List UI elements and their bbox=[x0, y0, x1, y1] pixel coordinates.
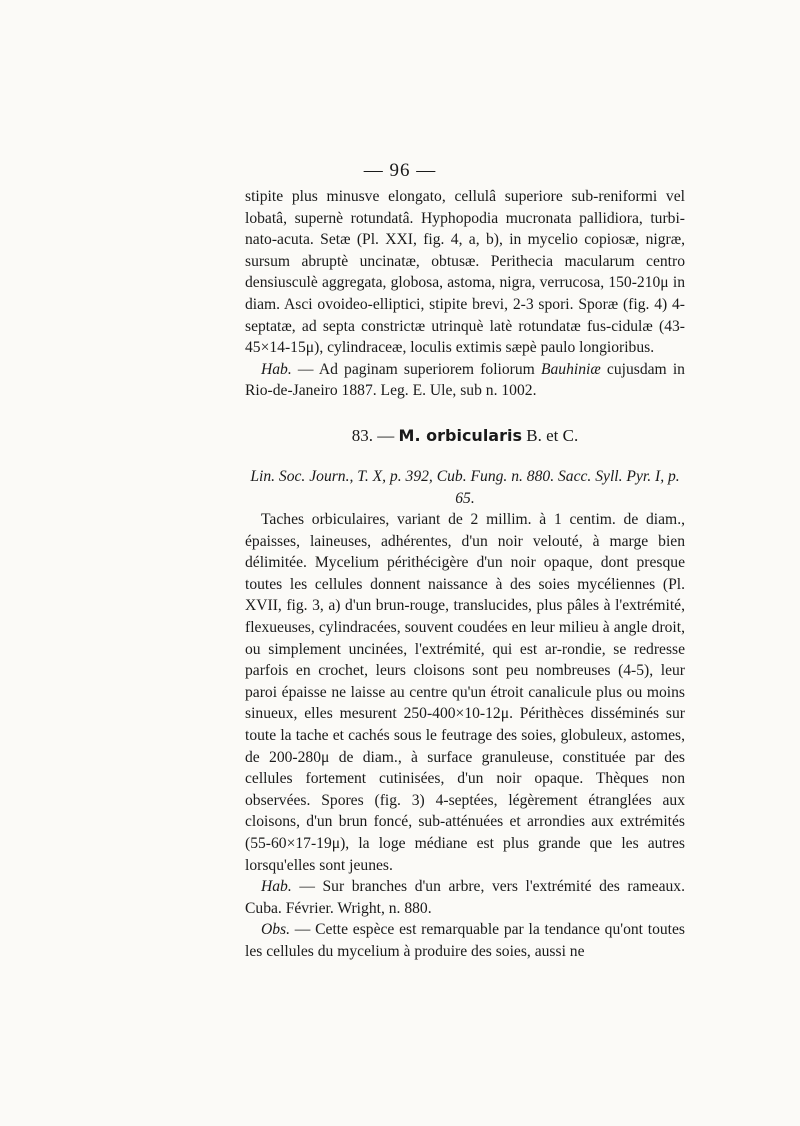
hab-text-3: — Sur branches d'un arbre, vers l'extrémité des rameaux. Cuba. Février. Wright, n. 880. bbox=[245, 878, 685, 917]
references: Lin. Soc. Journ., T. X, p. 392, Cub. Fung. n. 880. Sacc. Syll. Pyr. I, p. 65. bbox=[250, 468, 680, 507]
obs-paragraph bbox=[245, 919, 685, 962]
species-name: M. orbicularis bbox=[398, 426, 522, 445]
habitat-paragraph-2 bbox=[245, 876, 685, 919]
hab-text-1: — Ad paginam superiorem foliorum bbox=[291, 360, 541, 378]
habitat-paragraph bbox=[245, 359, 685, 402]
obs-text: — Cette espèce est remarquable par la tendance qu'ont toutes les cellules du mycelium à produire des soies, aussi ne bbox=[245, 921, 685, 960]
description-paragraph: Taches orbiculaires, variant de 2 millim. à 1 centim. de diam., épaisses, laineuses, adhérentes, d'un noir velouté, à marge bien délimitée. Mycelium périthécigère d'un noir opaque, dont presque toutes les cellules donnent naissance à des soies mycéliennes (Pl. XVII, fig. 3, a) d'un brun-rouge, translucides, plus pâles à l'extrémité, flexueuses, cylindracées, souvent coudées en leur milieu à angle droit, ou simplement uncinées, l'extrémité, qui est ar-rondie, se redresse parfois en crochet, leurs cloisons sont peu nombreuses (4-5), leur paroi épaisse ne laisse au centre qu'un étroit canalicule plus ou moins sinueux, elles mesurent 250-400×10-12μ. Périthèces disséminés sur toute la tache et cachés sous le feutrage des soies, globuleux, astomes, de 200-280μ de diam., à surface granuleuse, constituée par des cellules fortement cutinisées, d'un noir opaque. Thèques non observées. Spores (fig. 3) 4-septées, légèrement étranglées aux cloisons, d'un brun foncé, sub-atténuées et arrondies aux extrémités (55-60×17-19μ), la loge médiane est plus grande que les autres lorsqu'elles sont jeunes. bbox=[245, 511, 685, 874]
species-number: 83. — bbox=[351, 426, 395, 445]
hab-label-2: Hab. bbox=[261, 878, 292, 896]
species-author: B. et C. bbox=[526, 426, 579, 445]
page-number: — 96 — bbox=[363, 160, 437, 181]
latin-description: stipite plus minusve elongato, cellulâ superiore sub-reniformi vel lobatâ, supernè rotundatâ. Hyphopodia mucronata pallidiora, turbi-nato-acuta. Setæ (Pl. XXI, fig. 4, a, b), in mycelio copiosæ, nigræ, sursum abruptè uncinatæ, obtusæ. Perithecia macularum centro densiusculè aggregata, globosa, astoma, nigra, verrucosa, 150-210μ in diam. Asci ovoideo-elliptici, stipite brevi, 2-3 spori. Sporæ (fig. 4) 4-septatæ, ad septa constrictæ utrinquè latè rotundatæ fus-cidulæ (43-45×14-15μ), cylindraceæ, loculis extimis sæpè paulo longioribus. bbox=[245, 188, 685, 357]
hab-label: Hab. bbox=[261, 360, 292, 378]
host-genus: Bauhiniæ bbox=[540, 360, 601, 378]
french-description bbox=[245, 509, 685, 962]
continuation-text bbox=[245, 186, 685, 402]
obs-label: Obs. bbox=[261, 921, 291, 939]
species-heading bbox=[245, 426, 685, 446]
hab-text-2: cujusdam in Rio-de-Janeiro 1887. Leg. E. Ule, sub n. 1002. bbox=[245, 360, 685, 400]
